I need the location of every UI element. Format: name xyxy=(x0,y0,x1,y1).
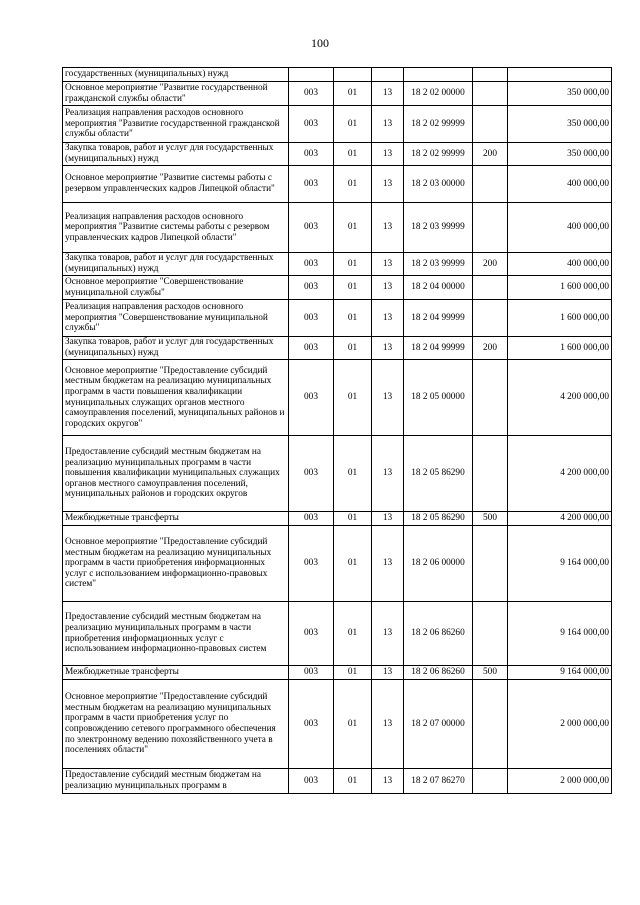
table-row xyxy=(63,680,612,769)
row-code-target: 18 2 04 00000 xyxy=(404,276,473,300)
row-code-subsection: 13 xyxy=(372,106,404,143)
table-row xyxy=(63,666,612,680)
table-row xyxy=(63,360,612,436)
row-code-target: 18 2 06 00000 xyxy=(404,526,473,602)
table-row xyxy=(63,276,612,300)
row-amount: 4 200 000,00 xyxy=(508,360,612,436)
row-amount: 4 200 000,00 xyxy=(508,512,612,526)
row-code-expense-type: 200 xyxy=(473,143,508,166)
row-code-expense-type xyxy=(473,68,508,82)
row-code-expense-type xyxy=(473,300,508,337)
row-code-expense-type xyxy=(473,436,508,512)
row-code-admin: 003 xyxy=(289,602,334,666)
row-code-subsection: 13 xyxy=(372,300,404,337)
row-code-section: 01 xyxy=(334,253,372,276)
row-code-section xyxy=(334,68,372,82)
table-row xyxy=(63,68,612,82)
table-row xyxy=(63,337,612,360)
row-code-target: 18 2 05 86290 xyxy=(404,512,473,526)
row-amount: 2 000 000,00 xyxy=(508,769,612,794)
table-row xyxy=(63,602,612,666)
table-row xyxy=(63,526,612,602)
row-code-admin: 003 xyxy=(289,769,334,794)
row-name: Реализация направления расходов основного мероприятия "Развитие системы работы с резервом управленческих кадров Липецкой области" xyxy=(63,203,289,253)
row-code-section: 01 xyxy=(334,82,372,106)
table-row xyxy=(63,143,612,166)
table-row xyxy=(63,769,612,794)
row-code-admin: 003 xyxy=(289,143,334,166)
row-amount: 9 164 000,00 xyxy=(508,602,612,666)
row-code-admin: 003 xyxy=(289,253,334,276)
row-code-expense-type xyxy=(473,680,508,769)
row-code-target: 18 2 06 86260 xyxy=(404,666,473,680)
row-code-admin: 003 xyxy=(289,526,334,602)
row-code-target: 18 2 03 99999 xyxy=(404,253,473,276)
row-code-admin: 003 xyxy=(289,82,334,106)
row-code-expense-type: 500 xyxy=(473,512,508,526)
row-code-section: 01 xyxy=(334,680,372,769)
row-code-expense-type xyxy=(473,360,508,436)
row-code-admin: 003 xyxy=(289,300,334,337)
row-code-subsection: 13 xyxy=(372,436,404,512)
row-code-admin: 003 xyxy=(289,276,334,300)
row-code-section: 01 xyxy=(334,360,372,436)
row-name: Закупка товаров, работ и услуг для государственных (муниципальных) нужд xyxy=(63,143,289,166)
row-code-target: 18 2 07 86270 xyxy=(404,769,473,794)
row-code-section: 01 xyxy=(334,769,372,794)
row-code-expense-type xyxy=(473,166,508,203)
row-code-target: 18 2 03 00000 xyxy=(404,166,473,203)
row-code-subsection: 13 xyxy=(372,526,404,602)
row-code-section: 01 xyxy=(334,143,372,166)
row-amount: 400 000,00 xyxy=(508,203,612,253)
row-amount: 350 000,00 xyxy=(508,82,612,106)
table-row xyxy=(63,203,612,253)
row-code-subsection: 13 xyxy=(372,253,404,276)
row-code-admin: 003 xyxy=(289,203,334,253)
row-code-target: 18 2 07 00000 xyxy=(404,680,473,769)
row-code-expense-type xyxy=(473,276,508,300)
row-amount: 9 164 000,00 xyxy=(508,526,612,602)
row-code-target: 18 2 02 00000 xyxy=(404,82,473,106)
row-code-section: 01 xyxy=(334,300,372,337)
row-code-target: 18 2 05 86290 xyxy=(404,436,473,512)
row-code-target: 18 2 04 99999 xyxy=(404,300,473,337)
row-code-expense-type xyxy=(473,106,508,143)
row-name: Предоставление субсидий местным бюджетам на реализацию муниципальных программ в части приобретения информационных услуг с использованием информационно-правовых систем xyxy=(63,602,289,666)
row-name: Предоставление субсидий местным бюджетам на реализацию муниципальных программ в xyxy=(63,769,289,794)
row-amount: 400 000,00 xyxy=(508,166,612,203)
row-code-admin: 003 xyxy=(289,512,334,526)
table-row xyxy=(63,166,612,203)
table-row xyxy=(63,82,612,106)
table-row xyxy=(63,436,612,512)
row-code-admin: 003 xyxy=(289,337,334,360)
row-code-target xyxy=(404,68,473,82)
row-code-target: 18 2 05 00000 xyxy=(404,360,473,436)
row-name: Основное мероприятие "Предоставление субсидий местным бюджетам на реализацию муниципальных программ в части приобретения информационных услуг с использованием информационно-правовых систем" xyxy=(63,526,289,602)
row-amount: 1 600 000,00 xyxy=(508,276,612,300)
row-code-target: 18 2 02 99999 xyxy=(404,143,473,166)
row-code-subsection: 13 xyxy=(372,360,404,436)
row-amount xyxy=(508,68,612,82)
table-row xyxy=(63,253,612,276)
row-code-subsection: 13 xyxy=(372,769,404,794)
row-name: Закупка товаров, работ и услуг для государственных (муниципальных) нужд xyxy=(63,253,289,276)
row-code-subsection: 13 xyxy=(372,203,404,253)
row-amount: 350 000,00 xyxy=(508,143,612,166)
row-code-subsection: 13 xyxy=(372,166,404,203)
row-code-admin xyxy=(289,68,334,82)
row-code-section: 01 xyxy=(334,166,372,203)
row-code-target: 18 2 06 86260 xyxy=(404,602,473,666)
row-code-expense-type xyxy=(473,769,508,794)
row-name: Межбюджетные трансферты xyxy=(63,666,289,680)
row-code-admin: 003 xyxy=(289,666,334,680)
row-code-subsection: 13 xyxy=(372,602,404,666)
row-code-target: 18 2 03 99999 xyxy=(404,203,473,253)
row-code-section: 01 xyxy=(334,337,372,360)
row-code-expense-type: 200 xyxy=(473,253,508,276)
row-name: Основное мероприятие "Развитие государственной гражданской службы области" xyxy=(63,82,289,106)
row-code-section: 01 xyxy=(334,602,372,666)
row-code-section: 01 xyxy=(334,512,372,526)
row-code-admin: 003 xyxy=(289,360,334,436)
row-code-subsection: 13 xyxy=(372,276,404,300)
row-name: Закупка товаров, работ и услуг для государственных (муниципальных) нужд xyxy=(63,337,289,360)
row-code-section: 01 xyxy=(334,436,372,512)
row-code-subsection: 13 xyxy=(372,337,404,360)
page-number: 100 xyxy=(311,36,329,50)
row-name: Реализация направления расходов основного мероприятия "Развитие государственной гражданской службы области" xyxy=(63,106,289,143)
budget-table-body xyxy=(63,68,612,794)
row-code-section: 01 xyxy=(334,526,372,602)
table-row xyxy=(63,300,612,337)
row-code-subsection: 13 xyxy=(372,512,404,526)
row-code-admin: 003 xyxy=(289,166,334,203)
row-amount: 350 000,00 xyxy=(508,106,612,143)
row-code-admin: 003 xyxy=(289,106,334,143)
row-code-admin: 003 xyxy=(289,680,334,769)
row-name: Реализация направления расходов основного мероприятия "Совершенствование муниципальной службы" xyxy=(63,300,289,337)
row-name: Основное мероприятие "Предоставление субсидий местным бюджетам на реализацию муниципальных программ в части приобретения услуг по сопровождению сетевого программного обеспечения по электронному ведению похозяйственного учета в поселениях области" xyxy=(63,680,289,769)
row-code-subsection: 13 xyxy=(372,82,404,106)
row-code-subsection: 13 xyxy=(372,666,404,680)
row-name: государственных (муниципальных) нужд xyxy=(63,68,289,82)
budget-table xyxy=(62,67,612,794)
row-name: Основное мероприятие "Предоставление субсидий местным бюджетам на реализацию муниципальных программ в части повышения квалификации муниципальных служащих органов местного самоуправления поселений, муниципальных районов и городских округов" xyxy=(63,360,289,436)
row-code-section: 01 xyxy=(334,666,372,680)
row-code-expense-type xyxy=(473,82,508,106)
row-code-section: 01 xyxy=(334,276,372,300)
row-amount: 2 000 000,00 xyxy=(508,680,612,769)
row-code-section: 01 xyxy=(334,106,372,143)
row-name: Предоставление субсидий местным бюджетам на реализацию муниципальных программ в части повышения квалификации муниципальных служащих органов местного самоуправления поселений, муниципальных районов и городских округов xyxy=(63,436,289,512)
row-code-expense-type: 500 xyxy=(473,666,508,680)
row-code-expense-type xyxy=(473,602,508,666)
row-amount: 1 600 000,00 xyxy=(508,337,612,360)
row-code-admin: 003 xyxy=(289,436,334,512)
table-row xyxy=(63,106,612,143)
row-amount: 400 000,00 xyxy=(508,253,612,276)
row-name: Основное мероприятие "Совершенствование муниципальной службы" xyxy=(63,276,289,300)
table-row xyxy=(63,512,612,526)
row-code-expense-type: 200 xyxy=(473,337,508,360)
row-name: Межбюджетные трансферты xyxy=(63,512,289,526)
row-code-target: 18 2 02 99999 xyxy=(404,106,473,143)
row-code-expense-type xyxy=(473,526,508,602)
row-code-target: 18 2 04 99999 xyxy=(404,337,473,360)
row-code-section: 01 xyxy=(334,203,372,253)
row-code-subsection: 13 xyxy=(372,680,404,769)
row-amount: 4 200 000,00 xyxy=(508,436,612,512)
row-amount: 1 600 000,00 xyxy=(508,300,612,337)
row-code-expense-type xyxy=(473,203,508,253)
row-amount: 9 164 000,00 xyxy=(508,666,612,680)
row-code-subsection xyxy=(372,68,404,82)
row-code-subsection: 13 xyxy=(372,143,404,166)
row-name: Основное мероприятие "Развитие системы работы с резервом управленческих кадров Липецкой области" xyxy=(63,166,289,203)
